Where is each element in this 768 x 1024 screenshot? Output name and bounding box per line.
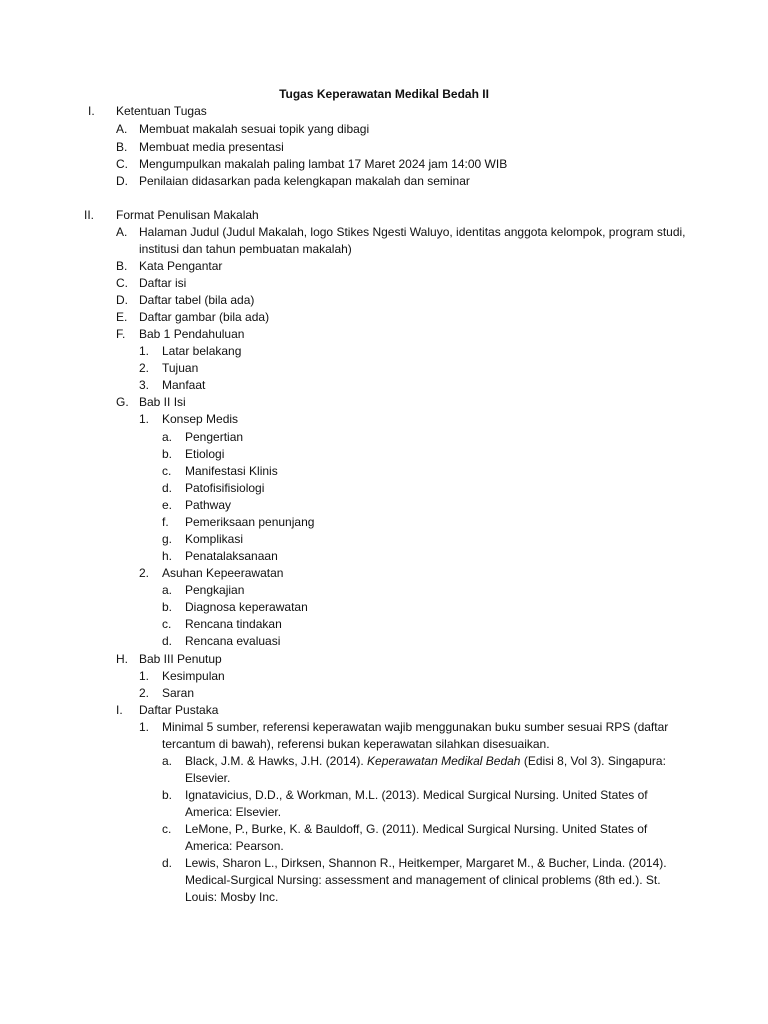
list-marker: B.: [116, 259, 128, 273]
list-item: Daftar tabel (bila ada): [139, 293, 255, 307]
sub-sub-list-marker: a.: [162, 583, 173, 597]
sub-sub-list-marker: a.: [162, 430, 173, 444]
sub-sub-list-item: Pengertian: [185, 430, 244, 444]
list-marker: C.: [116, 276, 128, 290]
reference-entry: [185, 753, 666, 770]
sub-list-marker: 1.: [139, 344, 150, 358]
sub-list-item: Kesimpulan: [162, 669, 225, 683]
sub-sub-list-marker: f.: [162, 515, 169, 529]
sub-list-item: Asuhan Kepeerawatan: [162, 566, 284, 580]
sub-list-marker: 1.: [139, 720, 150, 734]
section-heading: Format Penulisan Makalah: [116, 208, 259, 222]
reference-marker: c.: [162, 822, 172, 836]
list-marker: G.: [116, 395, 129, 409]
list-item: Membuat makalah sesuai topik yang dibagi: [139, 122, 370, 136]
sub-sub-list-item: Pemeriksaan penunjang: [185, 515, 315, 529]
list-marker: D.: [116, 174, 128, 188]
list-item: Bab III Penutup: [139, 652, 222, 666]
list-item: Kata Pengantar: [139, 259, 223, 273]
sub-list-marker: 1.: [139, 669, 150, 683]
list-item: Penilaian didasarkan pada kelengkapan makalah dan seminar: [139, 174, 470, 188]
sub-list-marker: 1.: [139, 412, 150, 426]
sub-list-item: Minimal 5 sumber, referensi keperawatan wajib menggunakan buku sumber sesuai RPS (daftar: [162, 720, 669, 734]
list-item: Bab II Isi: [139, 395, 186, 409]
reference-marker: a.: [162, 754, 173, 768]
document-title: Tugas Keperawatan Medikal Bedah II: [279, 87, 489, 101]
sub-sub-list-item: Etiologi: [185, 447, 225, 461]
reference-entry: Lewis, Sharon L., Dirksen, Shannon R., Heitkemper, Margaret M., & Bucher, Linda. (2014).: [185, 856, 667, 870]
sub-list-item: Latar belakang: [162, 344, 242, 358]
reference-entry: Ignatavicius, D.D., & Workman, M.L. (2013). Medical Surgical Nursing. United States of: [185, 788, 648, 802]
sub-sub-list-marker: b.: [162, 447, 173, 461]
list-marker: C.: [116, 157, 128, 171]
list-marker: A.: [116, 225, 128, 239]
sub-list-item-continuation: tercantum di bawah), referensi bukan keperawatan silahkan disesuaikan.: [162, 737, 550, 751]
sub-sub-list-item: Rencana tindakan: [185, 617, 282, 631]
sub-list-marker: 3.: [139, 378, 150, 392]
sub-sub-list-item: Komplikasi: [185, 532, 244, 546]
reference-marker: b.: [162, 788, 173, 802]
section-marker: I.: [88, 104, 95, 118]
list-marker: D.: [116, 293, 128, 307]
sub-list-item: Saran: [162, 686, 195, 700]
reference-publisher: (Edisi 8, Vol 3). Singapura:: [520, 754, 666, 768]
sub-sub-list-marker: c.: [162, 617, 172, 631]
reference-entry-continuation: Louis: Mosby Inc.: [185, 890, 279, 904]
sub-list-marker: 2.: [139, 686, 150, 700]
sub-sub-list-item: Rencana evaluasi: [185, 634, 281, 648]
reference-entry-continuation: America: Elsevier.: [185, 805, 282, 819]
section-heading: Ketentuan Tugas: [116, 104, 207, 118]
reference-entry-continuation: America: Pearson.: [185, 839, 284, 853]
reference-entry-continuation: Elsevier.: [185, 771, 231, 785]
sub-list-item: Konsep Medis: [162, 412, 239, 426]
sub-list-item: Manfaat: [162, 378, 206, 392]
sub-sub-list-item: Penatalaksanaan: [185, 549, 278, 563]
sub-sub-list-marker: c.: [162, 464, 172, 478]
sub-sub-list-marker: h.: [162, 549, 173, 563]
list-item: Halaman Judul (Judul Makalah, logo Stikes Ngesti Waluyo, identitas anggota kelompok, program studi,: [139, 225, 686, 239]
list-item-continuation: institusi dan tahun pembuatan makalah): [139, 242, 352, 256]
reference-book-title: Keperawatan Medikal Bedah: [367, 754, 521, 768]
list-item: Mengumpulkan makalah paling lambat 17 Maret 2024 jam 14:00 WIB: [139, 157, 508, 171]
list-item: Daftar isi: [139, 276, 187, 290]
reference-entry: LeMone, P., Burke, K. & Bauldoff, G. (2011). Medical Surgical Nursing. United States of: [185, 822, 648, 836]
sub-sub-list-marker: b.: [162, 600, 173, 614]
list-marker: H.: [116, 652, 128, 666]
list-marker: F.: [116, 327, 126, 341]
sub-sub-list-marker: e.: [162, 498, 173, 512]
sub-sub-list-marker: d.: [162, 481, 173, 495]
sub-list-marker: 2.: [139, 566, 150, 580]
sub-list-marker: 2.: [139, 361, 150, 375]
sub-sub-list-item: Pathway: [185, 498, 232, 512]
sub-list-item: Tujuan: [162, 361, 199, 375]
reference-authors: Black, J.M. & Hawks, J.H. (2014).: [185, 754, 368, 768]
section-marker: II.: [84, 208, 95, 222]
sub-sub-list-marker: g.: [162, 532, 173, 546]
list-marker: B.: [116, 140, 128, 154]
list-item: Bab 1 Pendahuluan: [139, 327, 245, 341]
sub-sub-list-item: Pengkajian: [185, 583, 245, 597]
list-item: Membuat media presentasi: [139, 140, 284, 154]
sub-sub-list-marker: d.: [162, 634, 173, 648]
sub-sub-list-item: Diagnosa keperawatan: [185, 600, 308, 614]
reference-entry-continuation: Medical-Surgical Nursing: assessment and management of clinical problems (8th ed.). St.: [185, 873, 661, 887]
sub-sub-list-item: Manifestasi Klinis: [185, 464, 278, 478]
list-marker: I.: [116, 703, 123, 717]
list-marker: A.: [116, 122, 128, 136]
list-marker: E.: [116, 310, 128, 324]
reference-marker: d.: [162, 856, 173, 870]
list-item: Daftar Pustaka: [139, 703, 219, 717]
sub-sub-list-item: Patofisifisiologi: [185, 481, 265, 495]
list-item: Daftar gambar (bila ada): [139, 310, 270, 324]
